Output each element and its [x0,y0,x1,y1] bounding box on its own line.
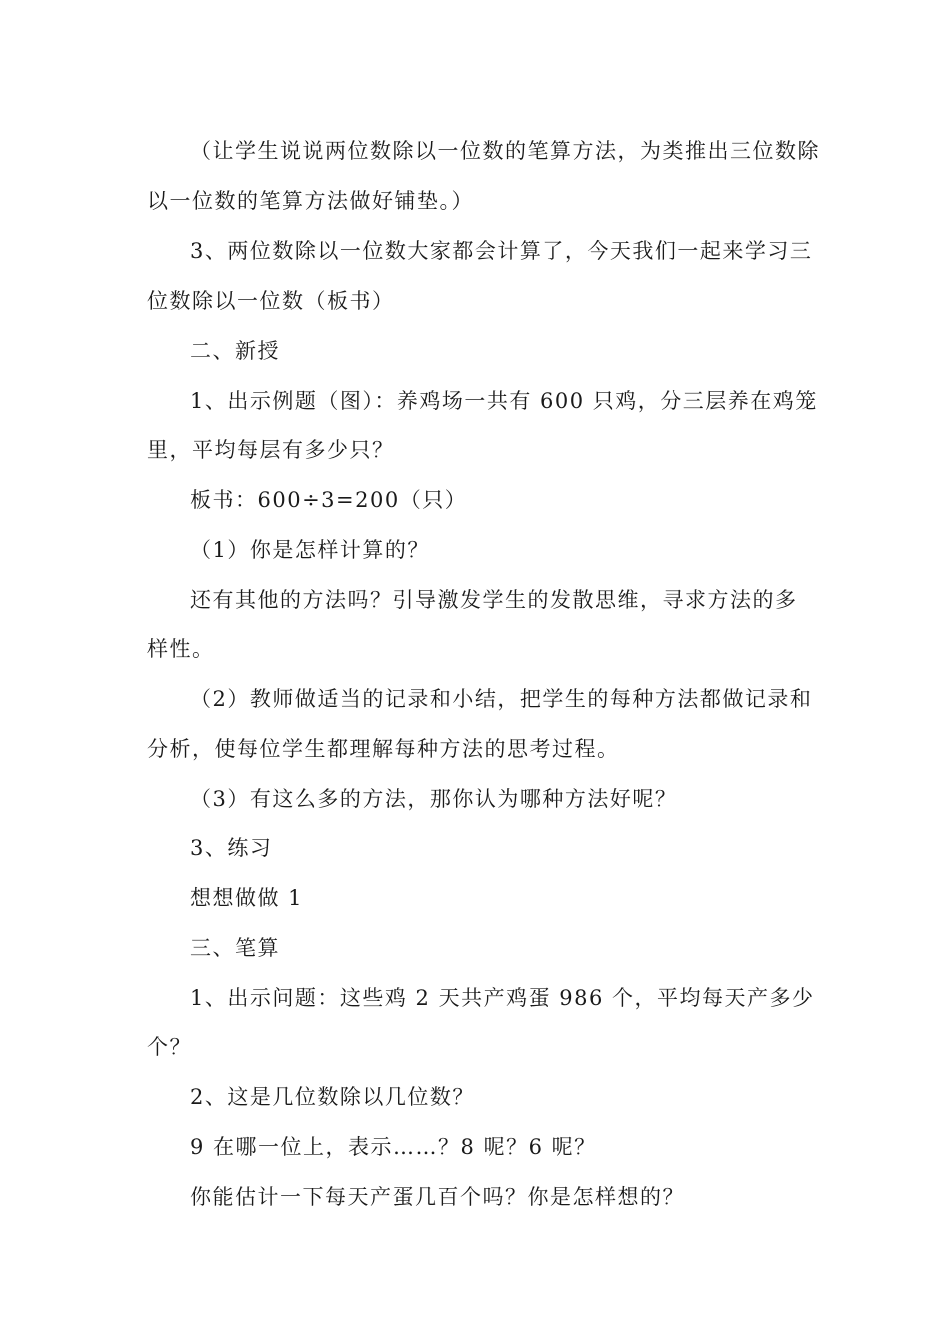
paragraph-line: 分析，使每位学生都理解每种方法的思考过程。 [147,737,620,761]
paragraph-line: （1）你是怎样计算的？ [190,538,430,562]
paragraph-line: 还有其他的方法吗？引导激发学生的发散思维，寻求方法的多 [190,588,798,612]
paragraph-line: 以一位数的笔算方法做好铺垫。） [147,189,474,213]
paragraph-line: 个？ [147,1035,192,1059]
paragraph-line: 1、出示问题：这些鸡 2 天共产鸡蛋 986 个，平均每天产多少 [190,986,815,1010]
paragraph-line: 样性。 [147,637,215,661]
paragraph-line: 里，平均每层有多少只？ [147,438,395,462]
paragraph-line: 9 在哪一位上，表示……？8 呢？6 呢？ [190,1135,597,1159]
paragraph-line: 3、两位数除以一位数大家都会计算了，今天我们一起来学习三 [190,239,813,263]
paragraph-line: 2、这是几位数除以几位数？ [190,1085,475,1109]
paragraph-line: 想想做做 1 [190,886,304,910]
paragraph-line: （2）教师做适当的记录和小结，把学生的每种方法都做记录和 [190,687,813,711]
paragraph-line: （3）有这么多的方法，那你认为哪种方法好呢？ [190,787,678,811]
paragraph-line: 板书：600÷3=200（只） [190,488,468,512]
section-heading: 三、笔算 [190,936,280,960]
paragraph-line: 1、出示例题（图）：养鸡场一共有 600 只鸡，分三层养在鸡笼 [190,389,818,413]
paragraph-line: 位数除以一位数（板书） [147,289,395,313]
paragraph-line: （让学生说说两位数除以一位数的笔算方法，为类推出三位数除 [190,139,820,163]
section-heading: 二、新授 [190,339,280,363]
paragraph-line: 你能估计一下每天产蛋几百个吗？你是怎样想的？ [190,1185,685,1209]
paragraph-line: 3、练习 [190,836,273,860]
